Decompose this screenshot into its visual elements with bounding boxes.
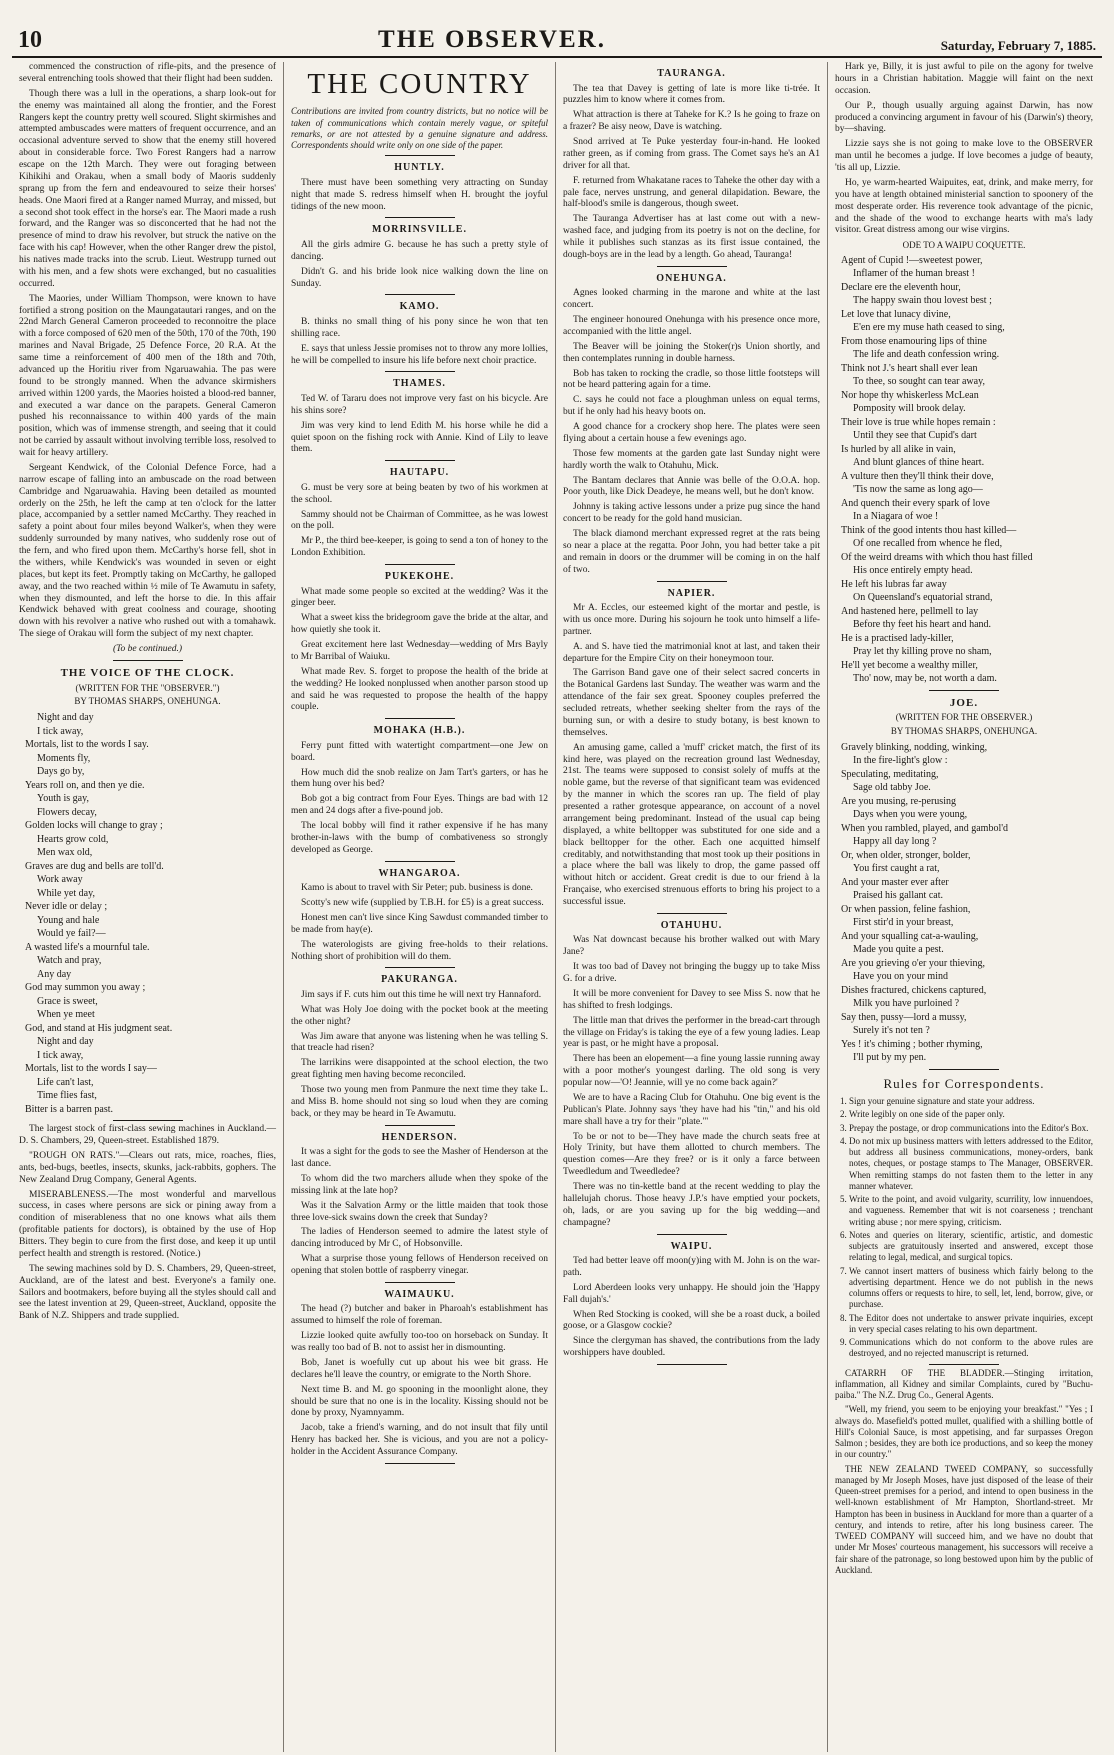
- section-divider: [657, 913, 727, 914]
- page-number: 10: [18, 27, 42, 53]
- news-item: How much did the snob realize on Jam Tart's garters, or has he them hung over his bed?: [291, 767, 548, 790]
- section-divider: [929, 1069, 999, 1070]
- news-item: What was Holy Joe doing with the pocket book at the meeting the other night?: [291, 1004, 548, 1027]
- article-paragraph: Though there was a lull in the operations, a sharp look-out for the enemy was maintained all along the frontier, and the Forest Rangers kept the country pretty well scoured. Slight skirmishes and attempted ambuscades were matters of frequent occurrence, and an occasional adventure served to show that the enemy still hovered about in considerable force. Two Forest Rangers had a narrow escape on the 12th March. They were out foraging between Kihikihi and Orakau, when a small body of Maoris suddenly sprang up from the fern and endeavoured to seize their horses' heads. One Maori fired at a Ranger named Murray, and missed, but a second shot took effect in the horse's ear. The Maori made a rush forward, and the Ranger was so disconcerted that he had not the presence of mind to draw his revolver, but struck the native on the face with his cap! However, when the other Ranger drew the pistol, his natives made tracks into the scrub. Lieut. Westrupp turned out with his men, and a few shots were exchanged, but no casualities occurred.: [19, 88, 276, 289]
- poem-stanza: [841, 254, 1093, 686]
- poem-stanza: [25, 711, 276, 1116]
- news-item: The Beaver will be joining the Stoker(r)s Union shortly, and then contemplates running in double harness.: [563, 341, 820, 364]
- section-divider: [385, 217, 455, 218]
- section-heading: HUNTLY.: [394, 162, 445, 174]
- news-item: The Tauranga Advertiser has at last come out with a new-washed face, and judging from its poetry is not on the decline, for while it publishes such stanzas as its first issue contained, the dough-boys are in the lead by a length. Go ahead, Tauranga!: [563, 214, 820, 260]
- news-item: It was a sight for the gods to see the Masher of Henderson at the last dance.: [291, 1147, 548, 1169]
- section-heading: HAUTAPU.: [389, 467, 450, 479]
- news-item: Ferry punt fitted with watertight compartment—one Jew on board.: [291, 740, 548, 763]
- poem-line: Speculating, meditating,: [841, 768, 939, 780]
- news-item: F. returned from Whakatane races to Taheke the other day with a pale face, nerves unstrung, and general dilapidation. Beware, the half-blood's smile is dangerous, though sweet.: [563, 175, 820, 210]
- poem-line: Agent of Cupid !—sweetest power,: [841, 254, 983, 266]
- news-item: Jim says if F. cuts him out this time he will next try Hannaford.: [301, 989, 542, 1000]
- poem-line: Let love that lunacy divine,: [841, 308, 951, 320]
- poem-subtitle: (WRITTEN FOR THE "OBSERVER."): [75, 682, 220, 693]
- poem-line: 'Tis now the same as long ago—: [853, 484, 983, 495]
- section-title: THE COUNTRY: [307, 68, 532, 100]
- to-be-continued: (To be continued.): [112, 644, 183, 654]
- section-divider: [929, 1364, 999, 1365]
- news-item: It was too bad of Davey not bringing the buggy up to take Miss G. for a drive.: [563, 962, 820, 984]
- news-item: Was it the Salvation Army or the little maiden that took those three love-sick swains down the creek that Sunday?: [291, 1200, 548, 1223]
- poem-line: He left his lubras far away: [841, 578, 947, 590]
- rule-item: 4. Do not mix up business matters with letters addressed to the Editor, but address all business communications, money-orders, bank notes, cheques, or postage stamps to The Manager, OBSERVER. When remitting stamps do not fasten them to the letter in any manner whatever.: [849, 1136, 1093, 1192]
- section-divider: [113, 1120, 183, 1121]
- poem-stanza: [841, 741, 1093, 1065]
- poem-line: And your squalling cat-a-wauling,: [841, 930, 979, 942]
- poem-line: The happy swain thou lovest best ;: [853, 295, 992, 306]
- news-item: The tea that Davey is getting of late is more like ti-trée. It puzzles him to know where it comes from.: [563, 83, 820, 106]
- poem-line: Bitter is a barren past.: [25, 1103, 114, 1115]
- poem-line: When ye meet: [37, 1009, 95, 1021]
- section-heading: WHANGAROA.: [378, 867, 461, 879]
- poem-line: Before thy feet his heart and hand.: [853, 619, 992, 630]
- poem-line: Young and hale: [37, 914, 100, 926]
- poem-line: Of one recalled from whence he fled,: [853, 538, 1003, 549]
- poem-line: Yes ! it's chiming ; bother rhyming,: [841, 1038, 983, 1050]
- poem-line: Would ye fail?—: [37, 928, 106, 940]
- section-heading: MOHAKA (H.B.).: [373, 725, 466, 737]
- poem-line: While yet day,: [37, 887, 95, 899]
- news-item: Lord Aberdeen looks very unhappy. He should join the 'Happy Fall dujah's.': [563, 1282, 820, 1305]
- rule-item: 1. Sign your genuine signature and state your address.: [849, 1096, 1093, 1107]
- poem-line: And your master ever after: [841, 876, 949, 888]
- news-item: Honest men can't live since King Sawdust commanded timber to be made from hay(e).: [291, 912, 548, 935]
- poem-title: JOE.: [949, 696, 979, 709]
- poem-line: Mortals, list to the words I say—: [25, 1063, 157, 1075]
- news-item: Mr P., the third bee-keeper, is going to send a ton of honey to the London Exhibition.: [291, 536, 548, 559]
- news-item: What a surprise those young fellows of Henderson received on opening that stolen bottle of raspberry vinegar.: [291, 1254, 548, 1276]
- news-item: Was Nat downcast because his brother walked out with Mary Jane?: [563, 935, 820, 958]
- news-item: There has been an elopement—a fine young lassie running away with a poor mother's youngest darling. The old song is very popular now—'O! Jeannie, will ye no come back again?': [563, 1054, 820, 1088]
- poem-line: Say then, pussy—lord a mussy,: [841, 1011, 967, 1023]
- poem-line: Think of the good intents thou hast killed—: [841, 524, 1017, 536]
- news-item: Our P., though usually arguing against Darwin, has now produced a convincing argument in favour of his (Darwin's) theory, by—shaving.: [835, 100, 1093, 135]
- section-divider: [385, 294, 455, 295]
- poem-line: A vulture then they'll think their dove,: [841, 470, 994, 482]
- news-item: There must have been something very attracting on Sunday night that made S. redress himself when H. brought the joyful tidings of the new moon.: [291, 177, 548, 212]
- news-item: Was Jim aware that anyone was listening when he was telling S. that treacle had risen?: [291, 1031, 548, 1054]
- news-item: E. says that unless Jessie promises not to throw any more lollies, he will be compelled to insure his life before next choir practice.: [291, 343, 548, 366]
- rules-list: [849, 1096, 1093, 1360]
- poem-line: Milk you have purloined ?: [853, 998, 960, 1010]
- poem-line: Any day: [37, 968, 72, 980]
- news-item: Scotty's new wife (supplied by T.B.H. for £5) is a great success.: [301, 898, 544, 908]
- news-item: Lizzie looked quite awfully too-too on horseback on Sunday. It was really too bad of B. not to assist her in dismounting.: [291, 1331, 548, 1353]
- masthead: [12, 10, 1102, 58]
- poem-line: Grace is sweet,: [37, 995, 98, 1007]
- poem-line: Days when you were young,: [853, 809, 968, 821]
- news-item: C. says he could not face a ploughman unless on equal terms, but if he only had his heavy boots on.: [563, 395, 820, 418]
- section-divider: [385, 564, 455, 565]
- poem-line: He is a practised lady-killer,: [841, 632, 954, 644]
- section-divider: [385, 1282, 455, 1283]
- poem-line: From those enamouring lips of thine: [841, 335, 987, 347]
- poem-line: Of the weird dreams with which thou hast filled: [841, 551, 1033, 563]
- article-paragraph: commenced the construction of rifle-pits, and the presence of several entrenching tools showed that their flight had been sudden.: [19, 62, 276, 84]
- poem-line: Golden locks will change to gray ;: [25, 820, 163, 832]
- rules-title: Rules for Correspondents.: [883, 1075, 1045, 1091]
- news-item: Hark ye, Billy, it is just awful to pile on the agony for twelve hours in a Christian habitation. Maggie will faint on the next occasion.: [835, 62, 1093, 96]
- poem-author: BY THOMAS SHARPS, ONEHUNGA.: [890, 725, 1038, 736]
- poem-line: In a Niagara of woe !: [853, 511, 939, 522]
- section-heading: KAMO.: [399, 301, 440, 313]
- section-divider: [385, 861, 455, 862]
- poem-line: Happy all day long ?: [853, 836, 937, 848]
- article-paragraph: The Maories, under William Thompson, were known to have fortified a strong position on the Maungatautari ranges, and on the 22nd March General Cameron proceeded to reconnoitre the place with a force composed of 620 men of the 50th, 170 of the 70th, 190 marines and Naval Brigade, 25 Defence Force, 20 R.A. At the same time a reinforcement of 400 men of the 18th and 70th, advanced up the Horitiu river from Ngaruawahia. The pas were found to be strongly manned. When the advance skirmishers arrived within 1200 yards, the Maories hoisted a blood-red banner, and executed a war dance on the parapets. General Cameron pushed his reconnaissance to within 400 yards of the main position, which was of immense strength, and seeing that it could not be carried by assault without involving terrible loss, resolved to wait for heavy artillery.: [19, 293, 276, 458]
- news-item: Agnes looked charming in the marone and white at the last concert.: [563, 288, 820, 311]
- poem-line: Made you quite a pest.: [853, 944, 944, 956]
- poem-subtitle: (WRITTEN FOR THE OBSERVER.): [895, 712, 1033, 723]
- rule-item: 2. Write legibly on one side of the paper only.: [849, 1109, 1093, 1120]
- news-item: The engineer honoured Onehunga with his presence once more, accompanied with the little angel.: [563, 315, 820, 337]
- section-divider: [385, 718, 455, 719]
- poem-line: Until they see that Cupid's dart: [853, 430, 977, 441]
- advertisement: CATARRH OF THE BLADDER.—Stinging irritation, inflammation, all Kidney and similar Complaints, cured by "Buchu-paiba." The N.Z. Drug Co., General Agents.: [835, 1367, 1093, 1400]
- poem-line: Life can't last,: [37, 1076, 94, 1088]
- news-item: A. and S. have tied the matrimonial knot at last, and taken their departure for the Empire City on their honeymoon tour.: [563, 641, 820, 664]
- news-item: An amusing game, called a 'muff' cricket match, the first of its kind here, was played on the recreation ground last Wednesday, 21st. The teams were supposed to consist solely of muffs at the noble game, but the reverse of that significant team was evidenced by the manner in which the scores ran up. The field of play presented a rather grotesque appearance, on account of a novel arrangement being predominant. Instead of the usual cap being displayed, a white belltopper was substituted for one side and a black belltopper for the other. Each one acquitted himself creditably, and notwithstanding that most took up their positions in a place where the ball was likely to drop, the game passed off without hitch or accident. Great credit is due to our friend à la Française, who exercised strenuous efforts to bring his project to a successful issue.: [563, 742, 820, 907]
- news-item: The Garrison Band gave one of their select sacred concerts in the Botanical Gardens last Sunday. The weather was warm and the attendance of the fair sex great. Spooney couples preferred the secluded retreats, whether seeking shelter from the rays of the burning sun, or with a desire to study botany, is best known to themselves.: [563, 668, 820, 738]
- poem-line: Or, when older, stronger, bolder,: [841, 849, 971, 861]
- advertisement: THE NEW ZEALAND TWEED COMPANY, so successfully managed by Mr Joseph Moses, have just disposed of the lease of their Queen-street premises for a period, and intend to open business in the well-known establishment of Mr Hampton, Shortland-street. Mr Hampton has been in business in Auckland for more than a quarter of a century, and intends to retire, after his long business career. The TWEED COMPANY will succeed him, and we have no doubt that under Mr Moses' courteous management, his successors will receive a fair share of the patronage, so long bestowed upon him by the public of Auckland.: [835, 1463, 1093, 1575]
- news-item: Didn't G. and his bride look nice walking down the line on Sunday.: [291, 266, 548, 289]
- news-item: Snod arrived at Te Puke yesterday four-in-hand. He looked rather green, as if coming from grass. The Comet says he's an A1 driver for all that.: [563, 137, 820, 171]
- poem-line: First stir'd in your breast,: [853, 917, 954, 929]
- column-2: [284, 62, 556, 1752]
- columns: [12, 62, 1102, 1752]
- news-item: To be or not to be—They have made the church seats free at Holy Trinity, but have them allotted to church members. The question comes—Are they free? or is it only a farce between Tweedledum and Tweedledee?: [563, 1131, 820, 1178]
- poem-line: Inflamer of the human breast !: [853, 268, 975, 279]
- poem-line: A wasted life's a mournful tale.: [25, 941, 150, 953]
- poem-line: Think not J.'s heart shall ever lean: [841, 362, 978, 374]
- poem-line: Years roll on, and then ye die.: [25, 779, 145, 791]
- poem-line: And blunt glances of thine heart.: [853, 457, 985, 468]
- poem-line: And quench their every spark of love: [841, 497, 990, 509]
- news-item: Bob, Janet is woefully cut up about his wee bit grass. He declares he'll leave the country, or emigrate to the North Shore.: [291, 1357, 548, 1380]
- ode-title: ODE TO A WAIPU COQUETTE.: [902, 240, 1026, 251]
- poem-line: And hastened here, pellmell to lay: [841, 605, 979, 617]
- contributions-notice: Contributions are invited from country districts, but no notice will be taken of communications which contain merely vague, or spiteful remarks, or are not attested by a genuine signature and address. Correspondents should write only on one side of the paper.: [291, 106, 548, 150]
- advertisement: "ROUGH ON RATS."—Clears out rats, mice, roaches, flies, ants, bed-bugs, beetles, insects, skunks, jack-rabbits, gophers. The New Zealand Drug Company, General Agents.: [19, 1150, 276, 1185]
- advertisement: "Well, my friend, you seem to be enjoying your breakfast." "Yes ; I always do. Masefield's potted mullet, qualified with a shilling bottle of Hill's Colonial Sauce, is most appetising, and far surpasses Oregon Salmon ; besides, they are both ice productions, and so keep the money in our country.": [835, 1404, 1093, 1460]
- news-item: Sammy should not be Chairman of Committee, as he was lowest on the poll.: [291, 509, 548, 532]
- poem-line: Time flies fast,: [37, 1090, 97, 1102]
- section-heading: TAURANGA.: [657, 68, 726, 79]
- news-item: The local bobby will find it rather expensive if he has many brother-in-laws with the bump of combativeness so strongly developed as George.: [291, 821, 548, 855]
- poem-line: Sage old tabby Joe.: [853, 782, 931, 794]
- news-item: A good chance for a crockery shop here. The plates were seen flying about a certain house a few evenings ago.: [563, 422, 820, 444]
- rule-item: 6. Notes and queries on literary, scientific, artistic, and domestic subjects are gratuitously inserted and answered, except those relating to legal, medical, and surgical topics.: [849, 1230, 1093, 1264]
- news-item: When Red Stocking is cooked, will she be a roast duck, a boiled goose, or a Glasgow cockie?: [563, 1309, 820, 1332]
- poem-line: Night and day: [37, 1036, 94, 1048]
- section-divider: [385, 155, 455, 156]
- poem-line: Are you grieving o'er your thieving,: [841, 957, 985, 969]
- poem-line: Pomposity will brook delay.: [853, 403, 966, 414]
- poem-line: Is hurled by all alike in vain,: [841, 443, 956, 455]
- poem-line: In the fire-light's glow :: [853, 755, 948, 767]
- section-divider: [385, 1463, 455, 1464]
- poem-line: Are you musing, re-perusing: [841, 795, 956, 807]
- news-item: Lizzie says she is not going to make love to the OBSERVER man until he becomes a judge. If love becomes a judge of beauty, 'tis all up, Lizzie.: [835, 139, 1093, 173]
- poem-line: I tick away,: [37, 725, 84, 737]
- news-item: The Bantam declares that Annie was belle of the O.O.A. hop. Poor youth, like Dick Deadeye, he means well, but he don't know.: [563, 475, 820, 498]
- rule-item: 7. We cannot insert matters of business which fairly belong to the advertising department. Hence we do not publish in the news columns offers or requests to hire, to sell, let, lend, borrow, give, or purchase.: [849, 1266, 1093, 1311]
- news-item: What a sweet kiss the bridegroom gave the bride at the altar, and how quietly she took it.: [291, 613, 548, 636]
- poem-line: Tho' now, may be, not worth a dam.: [853, 673, 997, 684]
- news-item: G. must be very sore at being beaten by two of his workmen at the school.: [291, 482, 548, 505]
- section-heading: WAIPU.: [670, 1240, 713, 1252]
- news-item: Johnny is taking active lessons under a prize pug since the hand concert to be ready for the gold hand musician.: [563, 502, 820, 525]
- rule-item: 9. Communications which do not conform to the above rules are destroyed, and no rejected manuscript is returned.: [849, 1337, 1093, 1360]
- poem-line: Flowers decay,: [37, 806, 97, 818]
- section-heading: OTAHUHU.: [660, 919, 723, 931]
- news-item: Next time B. and M. go spooning in the moonlight alone, they should be sure that no one is in the locality. Kissing should not be done by proxy, Nyamnyamm.: [291, 1384, 548, 1419]
- news-item: Bob has taken to rocking the cradle, so those little footsteps will not be heard pattering again for a time.: [563, 368, 820, 391]
- poem-line: When you rambled, played, and gambol'd: [841, 822, 1009, 834]
- advertisement: The largest stock of first-class sewing machines in Auckland.—D. S. Chambers, 29, Queen-street. Established 1879.: [19, 1124, 276, 1146]
- poem-line: Watch and pray,: [37, 955, 102, 967]
- poem-line: Work away: [37, 874, 83, 886]
- news-item: Mr A. Eccles, our esteemed kight of the mortar and pestle, is with us once more. During his sojourn he took unto himself a life-partner.: [563, 603, 820, 637]
- poem-line: Hearts grow cold,: [37, 833, 109, 845]
- news-item: What made Rev. S. forget to propose the health of the bride at the wedding? He looked nonplussed when another parson stood up and said he was requested to propose the health of the happy couple.: [291, 666, 548, 713]
- poem-line: Gravely blinking, nodding, winking,: [841, 741, 988, 753]
- news-item: All the girls admire G. because he has such a pretty style of dancing.: [291, 239, 548, 262]
- news-item: Kamo is about to travel with Sir Peter; pub. business is done.: [301, 883, 533, 894]
- poem-line: E'en ere my muse hath ceased to sing,: [853, 322, 1005, 333]
- poem-line: Their love is true while hopes remain :: [841, 416, 996, 428]
- poem-line: To thee, so sought can tear away,: [853, 376, 985, 387]
- poem-line: Declare ere the eleventh hour,: [841, 281, 961, 293]
- section-divider: [385, 371, 455, 372]
- poem-line: Moments fly,: [37, 752, 91, 764]
- section-divider: [385, 967, 455, 968]
- poem-line: Mortals, list to the words I say.: [25, 739, 149, 751]
- rule-item: 5. Write to the point, and avoid vulgarity, scurrility, low innuendoes, and vagueness. Remember that wit is not coarseness ; trenchant writing abuse ; nor mere spying, criticism.: [849, 1194, 1093, 1228]
- poem-title: THE VOICE OF THE CLOCK.: [60, 666, 235, 679]
- news-item: What attraction is there at Taheke for K.? Is he going to fraze on a frazer? Be aisy neow, Dave is watching.: [563, 110, 820, 133]
- news-item: The larrikins were disappointed at the school election, the two great fighting men having become reconciled.: [291, 1058, 548, 1081]
- rule-item: 8. The Editor does not undertake to answer private inquiries, except in very special cases relating to his own department.: [849, 1313, 1093, 1336]
- poem-line: You first caught a rat,: [853, 863, 940, 875]
- news-item: What made some people so excited at the wedding? Was it the ginger beer.: [291, 586, 548, 609]
- column-1: [12, 62, 284, 1752]
- section-divider: [385, 460, 455, 461]
- news-item: Those few moments at the garden gate last Sunday night were hardly worth the walk to Otahuhu, Mick.: [563, 448, 820, 471]
- article-paragraph: Sergeant Kendwick, of the Colonial Defence Force, had a narrow escape of falling into an ambuscade on the road between Cambridge and Ngaruawahia. Having been detailed as mounted orderly on the 25th, he left the camp at ten o'clock for the latter place, accompanied by a settler named McCarthy. They reached in safety a point about four miles beyond Walker's, when they were suddenly surrounded by many natives, who suddenly rose out of the fern, and who fired upon them. McCarthy's horse fell, shot in the withers, while Kendwick's was wounded in seven or eight places, but kept its feet. Promptly taking on McCarthy, he galloped away, and the two reached within ½ mile of Te Awamutu in safety, when they dismounted, and left the horse to die. In this affair Kendwick behaved with great coolness and courage, shooting down with his revolver a native who rushed out with a tomahawk. The siege of Orakau will form the subject of my next chapter.: [19, 462, 276, 640]
- news-item: The ladies of Henderson seemed to admire the latest style of dancing introduced by Mr C, of Hobsonville.: [291, 1227, 548, 1250]
- news-item: The little man that drives the performer in the bread-cart through the village on Friday's is taking the eye of a few young ladies. Leap year is past, or he might have a proposal.: [563, 1015, 820, 1050]
- poem-line: God, and stand at His judgment seat.: [25, 1022, 173, 1034]
- news-item: It will be more convenient for Davey to see Miss S. now that he has shifted to fresh lodgings.: [563, 988, 820, 1011]
- poem-line: Men wax old,: [37, 847, 93, 859]
- section-heading: NAPIER.: [667, 587, 716, 599]
- section-heading: MORRINSVILLE.: [372, 224, 467, 236]
- poem-line: Or when passion, feline fashion,: [841, 903, 971, 915]
- poem-line: I'll put by my pen.: [853, 1052, 927, 1064]
- issue-date: Saturday, February 7, 1885.: [940, 38, 1096, 53]
- section-heading: ONEHUNGA.: [656, 272, 727, 284]
- news-item: Jim was very kind to lend Edith M. his horse while he did a quiet spoon on the fishing rock with Annie. Kind of Lily to leave them.: [291, 420, 548, 455]
- poem-line: I tick away,: [37, 1049, 84, 1061]
- poem-line: Pray let thy killing prove no sham,: [853, 646, 992, 657]
- rule-item: 3. Prepay the postage, or drop communications into the Editor's Box.: [849, 1123, 1093, 1134]
- section-heading: PUKEKOHE.: [384, 571, 455, 582]
- poem-line: Praised his gallant cat.: [853, 890, 943, 902]
- section-divider: [385, 1125, 455, 1126]
- poem-line: Surely it's not ten ?: [853, 1025, 930, 1037]
- news-item: B. thinks no small thing of his pony since he won that ten shilling race.: [291, 316, 548, 339]
- news-item: The black diamond merchant expressed regret at the rats being so near a place at the regatta. Poor John, you had better take a pit and remain in doors or the drummer will be coming in on the half of two.: [563, 529, 820, 575]
- news-item: Jacob, take a friend's warning, and do not insult that fily until Henry has backed her. She is vicious, and you are not a policy-holder in the Accident Assurance Company.: [291, 1423, 548, 1457]
- news-item: There was no tin-kettle band at the recent wedding to play the hallelujah chorus. Those heavy J.P.'s have emptied your pockets, oh, lads, or are you saving up for the big wedding—and champagne?: [563, 1182, 820, 1228]
- news-item: We are to have a Racing Club for Otahuhu. One big event is the Publican's Plate. Johnny says 'they have had his "tin," and his old mare shall have a try for their "plate."': [563, 1092, 820, 1127]
- column-4: [828, 62, 1100, 1752]
- poem-line: Have you on your mind: [853, 971, 948, 983]
- news-item: Since the clergyman has shaved, the contributions from the lady worshippers have doubled.: [563, 1336, 820, 1359]
- poem-line: Days go by,: [37, 766, 85, 778]
- news-item: Ho, ye warm-hearted Waipuites, eat, drink, and make merry, for you have at length obtained ministerial sanction to spoonery of the most desperate order. His reverence took advantage of the picnic, and the shade of the wood to exchange hearts with ma's lady visitor. Great distress among our wise virgins.: [835, 177, 1093, 236]
- section-divider: [657, 1234, 727, 1235]
- news-item: To whom did the two marchers allude when they spoke of the missing link at the late hop?: [291, 1173, 548, 1196]
- news-item: Bob got a big contract from Four Eyes. Things are bad with 12 men and 24 dogs after a five-pound job.: [291, 794, 548, 817]
- section-divider: [657, 1364, 727, 1365]
- section-heading: WAIMAUKU.: [384, 1288, 455, 1300]
- poem-line: He'll yet become a wealthy miller,: [841, 659, 978, 671]
- poem-line: On Queensland's equatorial strand,: [853, 592, 993, 603]
- section-divider: [657, 581, 727, 582]
- poem-line: Youth is gay,: [37, 793, 89, 805]
- poem-line: The life and death confession wring.: [853, 349, 1000, 360]
- news-item: Ted had better leave off moon(y)ing with M. John is on the war-path.: [563, 1256, 820, 1278]
- advertisement: MISERABLENESS.—The most wonderful and marvellous success, in cases where persons are sick or pining away from a condition of miserableness that no one knows what ails them (profitable patients for doctors), is obtained by the use of Hop Bitters. They begin to cure from the first dose, and keep it up until perfect health and strength is restored. (Notice.): [19, 1189, 276, 1259]
- poem-line: God may summon you away ;: [25, 982, 146, 994]
- advertisement: The sewing machines sold by D. S. Chambers, 29, Queen-street, Auckland, are of the latest and best. Everyone's a family one. Sailors and bootmakers, before buying all the styles should call and see the latest invention at 29, Queen-street, Auckland, opposite the Bank of N.Z. Shippers and trade supplied.: [19, 1263, 276, 1322]
- section-heading: THAMES.: [393, 378, 446, 390]
- section-heading: HENDERSON.: [381, 1131, 458, 1143]
- news-item: The head (?) butcher and baker in Pharoah's establishment has assumed to himself the role of foreman.: [291, 1304, 548, 1327]
- poem-line: Night and day: [37, 712, 94, 724]
- poem-author: BY THOMAS SHARPS, ONEHUNGA.: [74, 695, 221, 706]
- news-item: Great excitement here last Wednesday—wedding of Mrs Bayly to Mr Barribal of Waiuku.: [291, 640, 548, 662]
- news-item: Those two young men from Panmure the next time they take L. and Miss B. home should not sing so loud when they are coming back, or they may be heard in Te Awamutu.: [291, 1085, 548, 1119]
- section-divider: [657, 266, 727, 267]
- poem-line: Graves are dug and bells are toll'd.: [25, 860, 164, 872]
- section-heading: PAKURANGA.: [381, 974, 458, 986]
- column-3: [556, 62, 828, 1752]
- section-divider: [113, 660, 183, 661]
- section-divider: [929, 690, 999, 691]
- poem-line: Nor hope thy whiskerless McLean: [841, 389, 979, 401]
- news-item: Ted W. of Tararu does not improve very fast on his bicycle. Are his shins sore?: [291, 393, 548, 416]
- news-item: The waterologists are giving free-holds to their relations. Nothing short of prohibition will do them.: [291, 939, 548, 962]
- poem-line: Never idle or delay ;: [25, 901, 108, 913]
- poem-line: Dishes fractured, chickens captured,: [841, 984, 987, 996]
- poem-line: His once entirely empty head.: [853, 565, 973, 576]
- newspaper-title: THE OBSERVER.: [378, 26, 606, 53]
